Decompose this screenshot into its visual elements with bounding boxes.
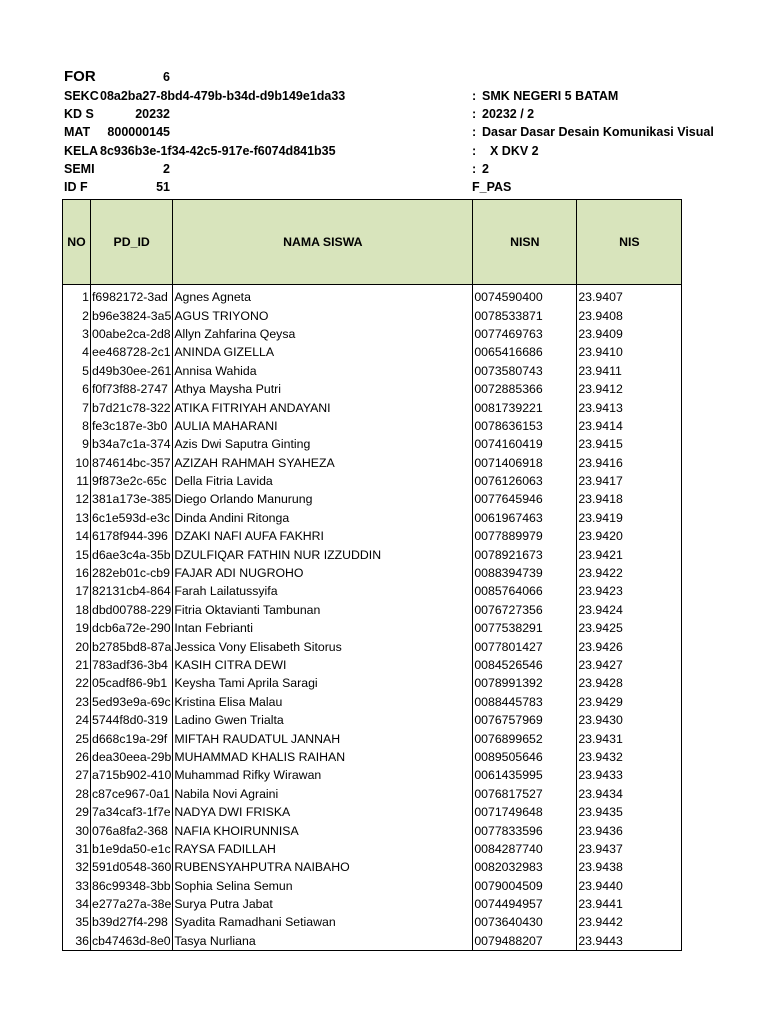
pd-id-cell: d668c19a-29f: [91, 729, 173, 747]
row-number: 18: [63, 601, 91, 619]
nisn-cell: 0071749648: [473, 803, 577, 821]
kelas-name: X DKV 2: [490, 144, 539, 158]
nisn-cell: 0077801427: [473, 637, 577, 655]
nis-cell: 23.9429: [577, 693, 682, 711]
nis-cell: 23.9431: [577, 729, 682, 747]
student-name-cell: MUHAMMAD KHALIS RAIHAN: [173, 748, 473, 766]
student-name-cell: Agnes Agneta: [173, 288, 473, 306]
student-name-cell: Della Fitria Lavida: [173, 472, 473, 490]
row-number: 24: [63, 711, 91, 729]
nis-cell: 23.9424: [577, 601, 682, 619]
mat-label: MAT: [64, 125, 91, 139]
table-row: [63, 637, 682, 655]
student-name-cell: AGUS TRIYONO: [173, 306, 473, 324]
row-number: 29: [63, 803, 91, 821]
nis-cell: 23.9410: [577, 343, 682, 361]
nis-cell: 23.9412: [577, 380, 682, 398]
student-name-cell: Tasya Nurliana: [173, 932, 473, 951]
kd-label: KD S: [64, 107, 94, 121]
sekolah-label: SEKC: [64, 89, 99, 103]
table-row: [63, 454, 682, 472]
table-row: [63, 748, 682, 766]
form-row: [64, 68, 724, 86]
pd-id-cell: 076a8fa2-368: [91, 821, 173, 839]
pd-id-cell: cb47463d-8e0: [91, 932, 173, 951]
table-row: [63, 877, 682, 895]
nis-cell: 23.9421: [577, 545, 682, 563]
nisn-cell: 0084287740: [473, 840, 577, 858]
pd-id-cell: dcb6a72e-290: [91, 619, 173, 637]
row-number: 15: [63, 545, 91, 563]
student-name-cell: Syadita Ramadhani Setiawan: [173, 913, 473, 931]
pd-id-cell: f0f73f88-2747: [91, 380, 173, 398]
pd-id-cell: 00abe2ca-2d8: [91, 325, 173, 343]
pd-id-cell: b2785bd8-87a: [91, 637, 173, 655]
nisn-cell: 0073640430: [473, 913, 577, 931]
nis-cell: 23.9411: [577, 362, 682, 380]
student-name-cell: Ladino Gwen Trialta: [173, 711, 473, 729]
table-row: [63, 435, 682, 453]
nis-cell: 23.9418: [577, 490, 682, 508]
kelas-label: KELA: [64, 144, 99, 158]
nis-cell: 23.9433: [577, 766, 682, 784]
column-header-no: NO: [63, 200, 91, 285]
nis-cell: 23.9443: [577, 932, 682, 951]
nisn-cell: 0071406918: [473, 454, 577, 472]
table-row: [63, 545, 682, 563]
table-row: [63, 582, 682, 600]
nis-cell: 23.9435: [577, 803, 682, 821]
row-number: 25: [63, 729, 91, 747]
pd-id-cell: 591d0548-360: [91, 858, 173, 876]
nis-cell: 23.9426: [577, 637, 682, 655]
student-name-cell: DZULFIQAR FATHIN NUR IZZUDDIN: [173, 545, 473, 563]
table-row: [63, 380, 682, 398]
nisn-cell: 0073580743: [473, 362, 577, 380]
row-number: 34: [63, 895, 91, 913]
row-number: 5: [63, 362, 91, 380]
kd-row: [64, 105, 724, 123]
table-row: [63, 766, 682, 784]
table-row: [63, 509, 682, 527]
pd-id-cell: e277a27a-38e: [91, 895, 173, 913]
student-name-cell: RAYSA FADILLAH: [173, 840, 473, 858]
idf-row: [64, 178, 724, 196]
pd-id-cell: 86c99348-3bb: [91, 877, 173, 895]
nisn-cell: 0081739221: [473, 398, 577, 416]
pd-id-cell: 282eb01c-cb9: [91, 564, 173, 582]
table-row: [63, 417, 682, 435]
row-number: 6: [63, 380, 91, 398]
nis-cell: 23.9437: [577, 840, 682, 858]
table-row: [63, 656, 682, 674]
nisn-cell: 0077645946: [473, 490, 577, 508]
nisn-cell: 0078636153: [473, 417, 577, 435]
nisn-cell: 0076727356: [473, 601, 577, 619]
row-number: 31: [63, 840, 91, 858]
nis-cell: 23.9415: [577, 435, 682, 453]
nis-cell: 23.9425: [577, 619, 682, 637]
row-number: 9: [63, 435, 91, 453]
table-row: [63, 362, 682, 380]
table-row: [63, 821, 682, 839]
nisn-cell: 0074160419: [473, 435, 577, 453]
nis-cell: 23.9407: [577, 288, 682, 306]
row-number: 27: [63, 766, 91, 784]
table-row: [63, 288, 682, 306]
nisn-cell: 0077469763: [473, 325, 577, 343]
nis-cell: 23.9414: [577, 417, 682, 435]
nis-cell: 23.9436: [577, 821, 682, 839]
row-number: 30: [63, 821, 91, 839]
table-row: [63, 693, 682, 711]
student-name-cell: ANINDA GIZELLA: [173, 343, 473, 361]
pd-id-cell: ee468728-2c1: [91, 343, 173, 361]
student-name-cell: Annisa Wahida: [173, 362, 473, 380]
row-number: 26: [63, 748, 91, 766]
column-header-nis: NIS: [577, 200, 682, 285]
student-name-cell: MIFTAH RAUDATUL JANNAH: [173, 729, 473, 747]
pd-id-cell: 874614bc-357: [91, 454, 173, 472]
nisn-cell: 0084526546: [473, 656, 577, 674]
form-label: FOR: [64, 68, 96, 85]
nis-cell: 23.9413: [577, 398, 682, 416]
table-row: [63, 729, 682, 747]
row-number: 16: [63, 564, 91, 582]
row-number: 12: [63, 490, 91, 508]
student-name-cell: Sophia Selina Semun: [173, 877, 473, 895]
pd-id-cell: 6c1e593d-e3c: [91, 509, 173, 527]
student-name-cell: Nabila Novi Agraini: [173, 785, 473, 803]
row-number: 3: [63, 325, 91, 343]
nisn-cell: 0079004509: [473, 877, 577, 895]
student-name-cell: FAJAR ADI NUGROHO: [173, 564, 473, 582]
nisn-cell: 0085764066: [473, 582, 577, 600]
nis-cell: 23.9434: [577, 785, 682, 803]
table-body: [63, 285, 682, 951]
nisn-cell: 0076126063: [473, 472, 577, 490]
nis-cell: 23.9428: [577, 674, 682, 692]
nisn-cell: 0072885366: [473, 380, 577, 398]
pd-id-cell: 82131cb4-864: [91, 582, 173, 600]
row-number: 33: [63, 877, 91, 895]
pd-id-cell: a715b902-410: [91, 766, 173, 784]
row-number: 10: [63, 454, 91, 472]
mat-value: 800000145: [107, 125, 170, 139]
table-row: [63, 711, 682, 729]
pd-id-cell: f6982172-3ad: [91, 288, 173, 306]
student-name-cell: Farah Lailatussyifa: [173, 582, 473, 600]
student-name-cell: Athya Maysha Putri: [173, 380, 473, 398]
nis-cell: 23.9416: [577, 454, 682, 472]
student-name-cell: Keysha Tami Aprila Saragi: [173, 674, 473, 692]
row-number: 1: [63, 288, 91, 306]
nisn-cell: 0076817527: [473, 785, 577, 803]
row-number: 2: [63, 306, 91, 324]
table-row: [63, 913, 682, 931]
pd-id-cell: 381a173e-385: [91, 490, 173, 508]
student-name-cell: AULIA MAHARANI: [173, 417, 473, 435]
table-row: [63, 398, 682, 416]
row-number: 17: [63, 582, 91, 600]
pd-id-cell: 05cadf86-9b1: [91, 674, 173, 692]
nisn-cell: 0061967463: [473, 509, 577, 527]
nisn-cell: 0082032983: [473, 858, 577, 876]
pd-id-cell: b34a7c1a-374: [91, 435, 173, 453]
kelas-row: [64, 142, 724, 160]
nis-cell: 23.9430: [577, 711, 682, 729]
table-row: [63, 674, 682, 692]
table-row: [63, 472, 682, 490]
pd-id-cell: c87ce967-0a1: [91, 785, 173, 803]
student-name-cell: RUBENSYAHPUTRA NAIBAHO: [173, 858, 473, 876]
sekolah-row: [64, 87, 724, 105]
nis-cell: 23.9423: [577, 582, 682, 600]
idf-label: ID F: [64, 180, 88, 194]
pd-id-cell: b39d27f4-298: [91, 913, 173, 931]
student-name-cell: Diego Orlando Manurung: [173, 490, 473, 508]
table-row: [63, 343, 682, 361]
student-name-cell: Muhammad Rifky Wirawan: [173, 766, 473, 784]
pd-id-cell: 783adf36-3b4: [91, 656, 173, 674]
idf-right: F_PAS: [472, 180, 512, 194]
student-name-cell: Fitria Oktavianti Tambunan: [173, 601, 473, 619]
student-name-cell: Azis Dwi Saputra Ginting: [173, 435, 473, 453]
kelas-id: 8c936b3e-1f34-42c5-917e-f6074d841b35: [100, 144, 336, 158]
table-row: [63, 564, 682, 582]
table-row: [63, 840, 682, 858]
nis-cell: 23.9440: [577, 877, 682, 895]
nis-cell: 23.9417: [577, 472, 682, 490]
pd-id-cell: dbd00788-229: [91, 601, 173, 619]
colon: :: [472, 162, 477, 176]
semester-value: 2: [163, 162, 170, 176]
kd-value: 20232: [135, 107, 170, 121]
row-number: 14: [63, 527, 91, 545]
student-name-cell: NAFIA KHOIRUNNISA: [173, 821, 473, 839]
nisn-cell: 0078991392: [473, 674, 577, 692]
pd-id-cell: d49b30ee-261: [91, 362, 173, 380]
colon: :: [472, 144, 477, 158]
sekolah-name: SMK NEGERI 5 BATAM: [482, 89, 619, 103]
row-number: 19: [63, 619, 91, 637]
pd-id-cell: 9f873e2c-65c: [91, 472, 173, 490]
student-roster-table: [62, 199, 682, 951]
form-value: 6: [163, 70, 170, 84]
nis-cell: 23.9409: [577, 325, 682, 343]
nis-cell: 23.9441: [577, 895, 682, 913]
table-row: [63, 785, 682, 803]
nisn-cell: 0079488207: [473, 932, 577, 951]
row-number: 21: [63, 656, 91, 674]
row-number: 35: [63, 913, 91, 931]
table-header-row: [63, 200, 682, 285]
table-row: [63, 803, 682, 821]
pd-id-cell: b7d21c78-322: [91, 398, 173, 416]
student-name-cell: Dinda Andini Ritonga: [173, 509, 473, 527]
row-number: 22: [63, 674, 91, 692]
semester-right: 2: [482, 162, 489, 176]
table-row: [63, 490, 682, 508]
student-name-cell: Allyn Zahfarina Qeysa: [173, 325, 473, 343]
student-name-cell: Surya Putra Jabat: [173, 895, 473, 913]
nisn-cell: 0077889979: [473, 527, 577, 545]
student-name-cell: Jessica Vony Elisabeth Sitorus: [173, 637, 473, 655]
student-name-cell: AZIZAH RAHMAH SYAHEZA: [173, 454, 473, 472]
row-number: 8: [63, 417, 91, 435]
column-header-pd-id: PD_ID: [91, 200, 173, 285]
table-row: [63, 932, 682, 951]
row-number: 11: [63, 472, 91, 490]
row-number: 13: [63, 509, 91, 527]
colon: :: [472, 89, 477, 103]
student-name-cell: KASIH CITRA DEWI: [173, 656, 473, 674]
student-name-cell: DZAKI NAFI AUFA FAKHRI: [173, 527, 473, 545]
mat-name: Dasar Dasar Desain Komunikasi Visual: [482, 125, 714, 139]
table-row: [63, 306, 682, 324]
nisn-cell: 0078533871: [473, 306, 577, 324]
nisn-cell: 0074494957: [473, 895, 577, 913]
nis-cell: 23.9438: [577, 858, 682, 876]
sekolah-id: 08a2ba27-8bd4-479b-b34d-d9b149e1da33: [100, 89, 346, 103]
table-row: [63, 619, 682, 637]
student-name-cell: Intan Febrianti: [173, 619, 473, 637]
nisn-cell: 0088394739: [473, 564, 577, 582]
row-number: 20: [63, 637, 91, 655]
idf-value: 51: [156, 180, 170, 194]
nisn-cell: 0076899652: [473, 729, 577, 747]
table-row: [63, 858, 682, 876]
pd-id-cell: b96e3824-3a5: [91, 306, 173, 324]
column-header-nisn: NISN: [473, 200, 577, 285]
row-number: 23: [63, 693, 91, 711]
colon: :: [472, 125, 477, 139]
nisn-cell: 0077538291: [473, 619, 577, 637]
semester-row: [64, 160, 724, 178]
column-header-nama-siswa: NAMA SISWA: [173, 200, 473, 285]
pd-id-cell: d6ae3c4a-35b: [91, 545, 173, 563]
row-number: 28: [63, 785, 91, 803]
pd-id-cell: b1e9da50-e1c: [91, 840, 173, 858]
table-row: [63, 527, 682, 545]
nis-cell: 23.9420: [577, 527, 682, 545]
nisn-cell: 0089505646: [473, 748, 577, 766]
table-row: [63, 601, 682, 619]
kd-right: 20232 / 2: [482, 107, 535, 121]
nis-cell: 23.9422: [577, 564, 682, 582]
nisn-cell: 0061435995: [473, 766, 577, 784]
pd-id-cell: dea30eea-29b: [91, 748, 173, 766]
nis-cell: 23.9419: [577, 509, 682, 527]
row-number: 36: [63, 932, 91, 951]
student-name-cell: ATIKA FITRIYAH ANDAYANI: [173, 398, 473, 416]
nis-cell: 23.9442: [577, 913, 682, 931]
table-row: [63, 895, 682, 913]
nisn-cell: 0076757969: [473, 711, 577, 729]
nisn-cell: 0065416686: [473, 343, 577, 361]
nis-cell: 23.9427: [577, 656, 682, 674]
nisn-cell: 0088445783: [473, 693, 577, 711]
semester-label: SEMI: [64, 162, 95, 176]
nis-cell: 23.9432: [577, 748, 682, 766]
nisn-cell: 0074590400: [473, 288, 577, 306]
nis-cell: 23.9408: [577, 306, 682, 324]
pd-id-cell: 5744f8d0-319: [91, 711, 173, 729]
nisn-cell: 0078921673: [473, 545, 577, 563]
pd-id-cell: 6178f944-396: [91, 527, 173, 545]
table-row: [63, 325, 682, 343]
pd-id-cell: 5ed93e9a-69c: [91, 693, 173, 711]
colon: :: [472, 107, 477, 121]
row-number: 32: [63, 858, 91, 876]
row-number: 7: [63, 398, 91, 416]
student-name-cell: Kristina Elisa Malau: [173, 693, 473, 711]
mat-row: [64, 123, 724, 141]
row-number: 4: [63, 343, 91, 361]
pd-id-cell: fe3c187e-3b0: [91, 417, 173, 435]
pd-id-cell: 7a34caf3-1f7e: [91, 803, 173, 821]
student-name-cell: NADYA DWI FRISKA: [173, 803, 473, 821]
nisn-cell: 0077833596: [473, 821, 577, 839]
